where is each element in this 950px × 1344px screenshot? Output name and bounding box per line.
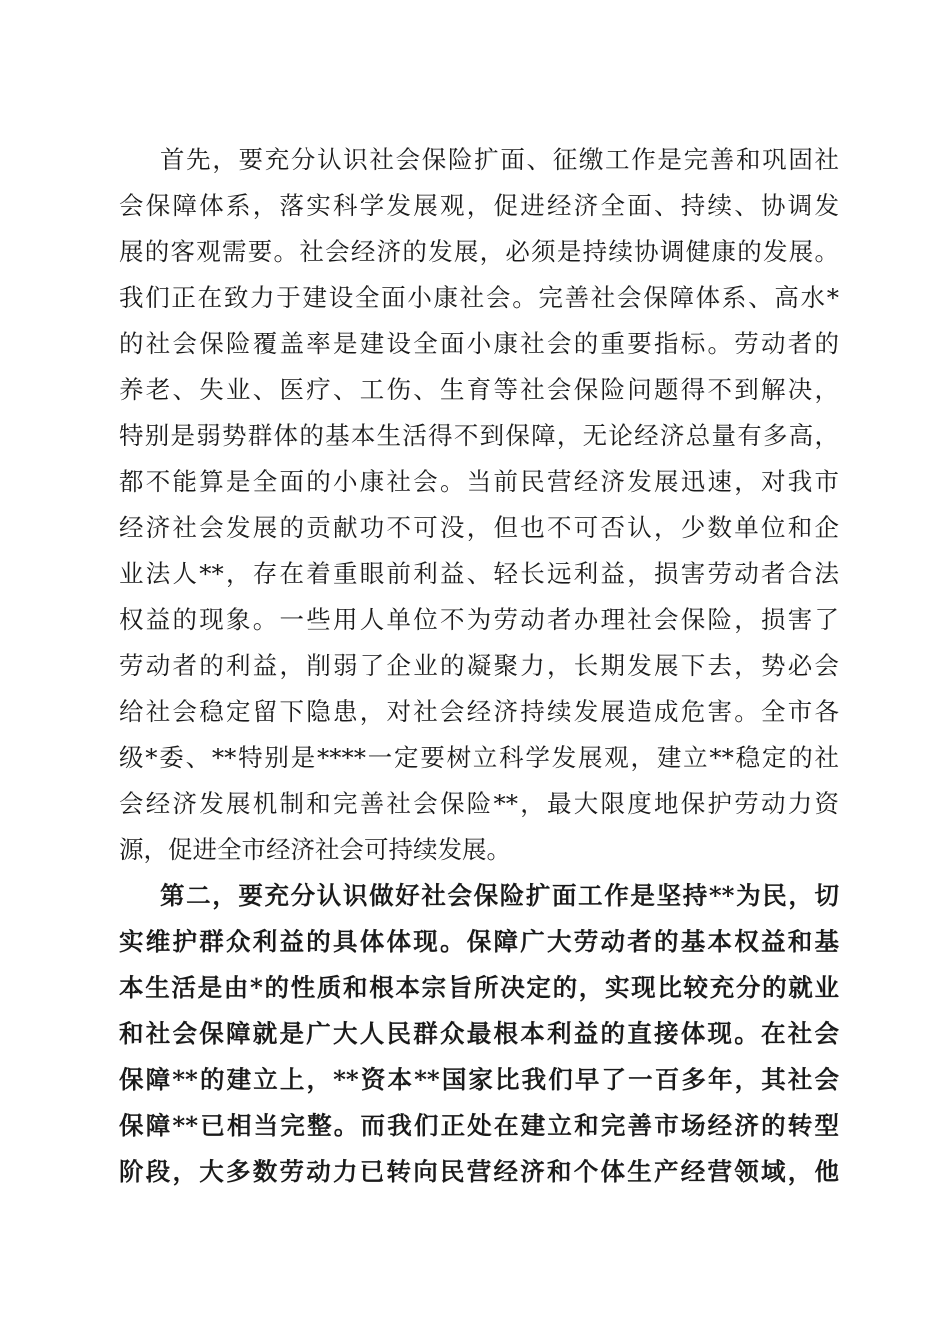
text-line: 会经济发展机制和完善社会保险**，最大限度地保护劳动力资 — [119, 789, 839, 818]
text-line: 权益的现象。一些用人单位不为劳动者办理社会保险，损害了 — [119, 605, 839, 634]
text-line: 的社会保险覆盖率是建设全面小康社会的重要指标。劳动者的 — [119, 329, 839, 358]
text-line: 实维护群众利益的具体体现。保障广大劳动者的基本权益和基 — [119, 927, 839, 956]
text-line: 我们正在致力于建设全面小康社会。完善社会保障体系、高水* — [119, 283, 839, 312]
text-line: 劳动者的利益，削弱了企业的凝聚力，长期发展下去，势必会 — [119, 651, 839, 680]
text-line: 和社会保障就是广大人民群众最根本利益的直接体现。在社会 — [119, 1019, 839, 1048]
text-line: 首先，要充分认识社会保险扩面、征缴工作是完善和巩固社 — [160, 145, 839, 174]
text-line: 保障**的建立上，**资本**国家比我们早了一百多年，其社会 — [119, 1065, 839, 1094]
text-line: 级*委、**特别是****一定要树立科学发展观，建立**稳定的社 — [119, 743, 839, 772]
text-line: 本生活是由*的性质和根本宗旨所决定的，实现比较充分的就业 — [119, 973, 839, 1002]
text-line: 阶段，大多数劳动力已转向民营经济和个体生产经营领域，他 — [119, 1157, 839, 1186]
text-line: 业法人**，存在着重眼前利益、轻长远利益，损害劳动者合法 — [119, 559, 839, 588]
text-line: 养老、失业、医疗、工伤、生育等社会保险问题得不到解决， — [119, 375, 839, 404]
text-line: 特别是弱势群体的基本生活得不到保障，无论经济总量有多高， — [119, 421, 839, 450]
text-line: 保障**已相当完整。而我们正处在建立和完善市场经济的转型 — [119, 1111, 839, 1140]
text-line: 都不能算是全面的小康社会。当前民营经济发展迅速，对我市 — [119, 467, 839, 496]
text-line: 经济社会发展的贡献功不可没，但也不可否认，少数单位和企 — [119, 513, 839, 542]
text-line: 展的客观需要。社会经济的发展，必须是持续协调健康的发展。 — [119, 237, 839, 266]
text-line: 会保障体系，落实科学发展观，促进经济全面、持续、协调发 — [119, 191, 839, 220]
text-line: 源，促进全市经济社会可持续发展。 — [119, 835, 511, 864]
text-line: 第二，要充分认识做好社会保险扩面工作是坚持**为民，切 — [160, 881, 839, 910]
text-line: 给社会稳定留下隐患，对社会经济持续发展造成危害。全市各 — [119, 697, 839, 726]
